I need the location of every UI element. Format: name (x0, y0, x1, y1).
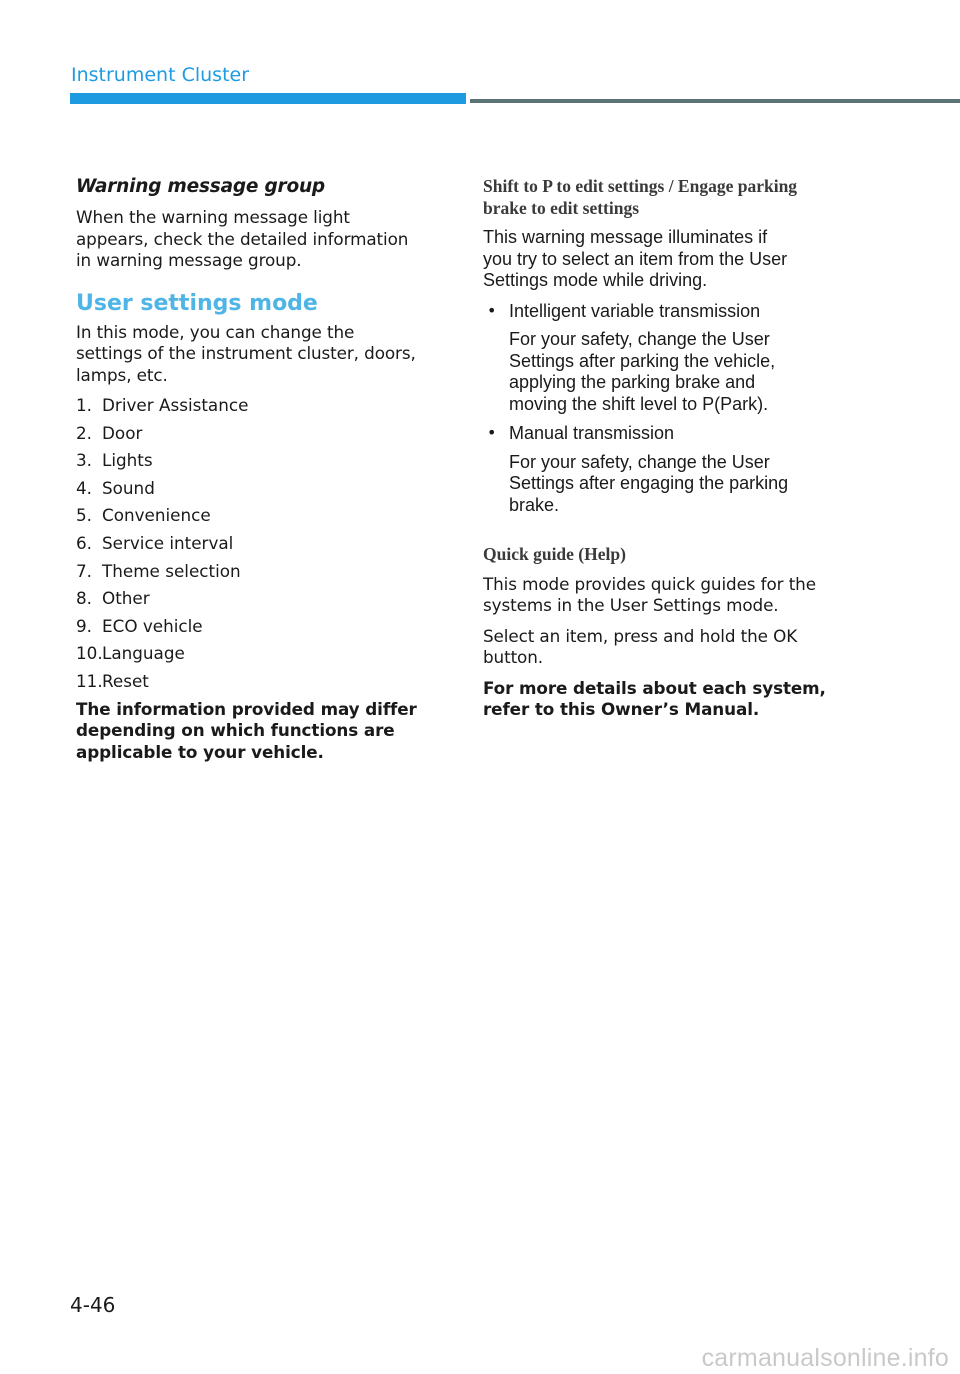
text-line: applicable to your vehicle. (76, 741, 324, 762)
header-rule (470, 99, 960, 103)
text-line: Settings after engaging the parking (509, 473, 789, 493)
text-line: In this mode, you can change the (76, 321, 355, 342)
list-item: 11. Reset (76, 670, 149, 691)
text-line: button. (483, 647, 543, 667)
text-line: Select an item, press and hold the OK (483, 625, 798, 646)
text-line: Settings mode while driving. (483, 270, 708, 290)
text-line: you try to select an item from the User (483, 248, 788, 269)
user-settings-heading: User settings mode (76, 290, 318, 316)
shift-body (483, 227, 861, 292)
section-title: Instrument Cluster (71, 64, 250, 86)
user-settings-intro (76, 322, 448, 387)
quick-guide-heading: Quick guide (Help) (483, 544, 626, 564)
bullet-heading: Manual transmission (509, 423, 675, 443)
text-line: This mode provides quick guides for the (483, 573, 816, 594)
page-number: 4-46 (70, 1293, 116, 1317)
heading-line: Shift to P to edit settings / Engage parking (483, 176, 798, 196)
user-settings-list (76, 395, 448, 699)
text-line: depending on which functions are (76, 720, 395, 741)
text-line: Settings after parking the vehicle, (509, 350, 776, 371)
text-line: appears, check the detailed information (76, 228, 409, 249)
list-item: 9. ECO vehicle (76, 615, 203, 636)
text-line: For your safety, change the User (509, 329, 770, 349)
bullet-heading: Intelligent variable transmission (509, 300, 761, 321)
bullet-ivt (483, 301, 861, 416)
quick-guide-p1 (483, 574, 861, 617)
left-column (76, 176, 448, 772)
list-item: 3. Lights (76, 450, 153, 471)
bullet-icon: • (487, 300, 497, 320)
list-item: 10. Language (76, 643, 185, 664)
header-accent-rule (70, 93, 466, 104)
bullet-manual (483, 423, 861, 516)
quick-guide-note (483, 678, 861, 721)
warning-group-text (76, 207, 448, 272)
text-line: lamps, etc. (76, 364, 168, 385)
watermark: carmanualsonline.info (701, 1344, 949, 1372)
list-item: 7. Theme selection (76, 560, 241, 581)
text-line: applying the parking brake and (509, 372, 756, 392)
text-line: moving the shift level to P(Park). (509, 393, 769, 414)
text-line: When the warning message light (76, 207, 350, 227)
right-column (483, 176, 861, 730)
text-line: settings of the instrument cluster, doors, (76, 343, 416, 363)
text-line: The information provided may differ (76, 698, 417, 719)
text-line: in warning message group. (76, 250, 302, 270)
text-line: This warning message illuminates if (483, 227, 768, 247)
bullet-body (509, 452, 861, 517)
list-item: 1. Driver Assistance (76, 395, 249, 415)
text-line: systems in the User Settings mode. (483, 595, 779, 615)
quick-guide-p2 (483, 626, 861, 669)
bullet-body (509, 329, 861, 415)
shift-heading (483, 176, 861, 219)
list-item: 6. Service interval (76, 532, 234, 553)
text-line: For more details about each system, (483, 677, 826, 698)
list-item: 8. Other (76, 588, 150, 609)
text-line: For your safety, change the User (509, 451, 770, 472)
list-item: 5. Convenience (76, 505, 211, 526)
heading-line: brake to edit settings (483, 197, 640, 218)
list-item: 4. Sound (76, 477, 155, 498)
text-line: refer to this Owner’s Manual. (483, 699, 760, 719)
warning-group-heading: Warning message group (76, 176, 325, 197)
user-settings-note (76, 699, 448, 764)
list-item: 2. Door (76, 422, 143, 443)
bullet-icon: • (487, 423, 497, 442)
text-line: brake. (509, 494, 560, 515)
